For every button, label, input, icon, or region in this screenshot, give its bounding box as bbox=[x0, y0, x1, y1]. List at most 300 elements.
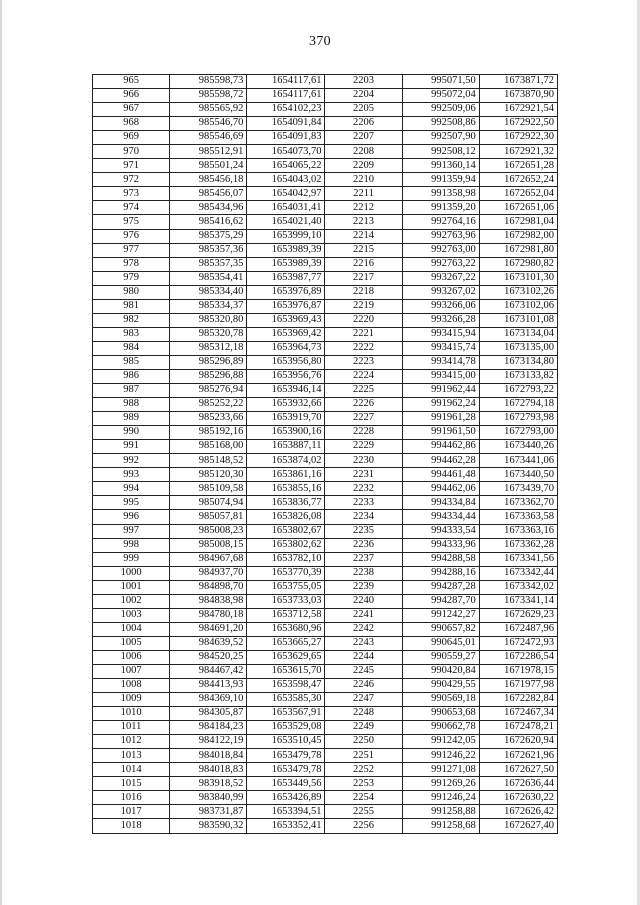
x-coordinate-left: 983840,99 bbox=[170, 791, 247, 805]
x-coordinate-left: 985057,81 bbox=[170, 510, 247, 524]
point-number-left: 1009 bbox=[93, 693, 170, 707]
y-coordinate-right: 1672478,21 bbox=[479, 721, 557, 735]
x-coordinate-right: 995072,04 bbox=[402, 89, 479, 103]
y-coordinate-left: 1653900,16 bbox=[247, 426, 325, 440]
table-row bbox=[93, 355, 558, 369]
point-number-left: 992 bbox=[93, 454, 170, 468]
x-coordinate-left: 985233,66 bbox=[170, 412, 247, 426]
x-coordinate-right: 994333,54 bbox=[402, 524, 479, 538]
y-coordinate-right: 1672922,30 bbox=[479, 131, 557, 145]
point-number-right: 2226 bbox=[325, 398, 402, 412]
point-number-right: 2204 bbox=[325, 89, 402, 103]
table-row bbox=[93, 721, 558, 735]
y-coordinate-left: 1653629,65 bbox=[247, 650, 325, 664]
x-coordinate-right: 994334,84 bbox=[402, 496, 479, 510]
y-coordinate-right: 1673440,50 bbox=[479, 468, 557, 482]
y-coordinate-right: 1673363,58 bbox=[479, 510, 557, 524]
x-coordinate-right: 990657,82 bbox=[402, 622, 479, 636]
x-coordinate-right: 992507,90 bbox=[402, 131, 479, 145]
x-coordinate-left: 985354,41 bbox=[170, 271, 247, 285]
point-number-left: 1000 bbox=[93, 566, 170, 580]
y-coordinate-left: 1653976,87 bbox=[247, 299, 325, 313]
table-row bbox=[93, 468, 558, 482]
y-coordinate-left: 1653529,08 bbox=[247, 721, 325, 735]
point-number-right: 2252 bbox=[325, 763, 402, 777]
y-coordinate-left: 1654042,97 bbox=[247, 187, 325, 201]
table-row bbox=[93, 524, 558, 538]
point-number-right: 2215 bbox=[325, 243, 402, 257]
x-coordinate-left: 985296,89 bbox=[170, 355, 247, 369]
y-coordinate-left: 1654043,02 bbox=[247, 173, 325, 187]
x-coordinate-right: 991359,94 bbox=[402, 173, 479, 187]
x-coordinate-right: 991242,05 bbox=[402, 735, 479, 749]
point-number-left: 1014 bbox=[93, 763, 170, 777]
y-coordinate-right: 1673101,30 bbox=[479, 271, 557, 285]
table-row bbox=[93, 159, 558, 173]
point-number-left: 972 bbox=[93, 173, 170, 187]
x-coordinate-left: 985074,94 bbox=[170, 496, 247, 510]
point-number-right: 2218 bbox=[325, 285, 402, 299]
point-number-left: 970 bbox=[93, 145, 170, 159]
point-number-left: 1007 bbox=[93, 664, 170, 678]
point-number-right: 2232 bbox=[325, 482, 402, 496]
y-coordinate-right: 1673102,26 bbox=[479, 285, 557, 299]
y-coordinate-left: 1653479,78 bbox=[247, 749, 325, 763]
point-number-right: 2203 bbox=[325, 75, 402, 89]
point-number-right: 2220 bbox=[325, 313, 402, 327]
x-coordinate-left: 985434,96 bbox=[170, 201, 247, 215]
y-coordinate-left: 1653680,96 bbox=[247, 622, 325, 636]
y-coordinate-right: 1673363,16 bbox=[479, 524, 557, 538]
y-coordinate-right: 1673134,04 bbox=[479, 327, 557, 341]
y-coordinate-left: 1653919,70 bbox=[247, 412, 325, 426]
y-coordinate-right: 1673101,08 bbox=[479, 313, 557, 327]
y-coordinate-right: 1672487,96 bbox=[479, 622, 557, 636]
point-number-right: 2229 bbox=[325, 440, 402, 454]
x-coordinate-right: 994462,28 bbox=[402, 454, 479, 468]
point-number-left: 996 bbox=[93, 510, 170, 524]
x-coordinate-left: 985357,35 bbox=[170, 257, 247, 271]
y-coordinate-left: 1653712,58 bbox=[247, 608, 325, 622]
point-number-right: 2225 bbox=[325, 384, 402, 398]
x-coordinate-left: 985168,00 bbox=[170, 440, 247, 454]
y-coordinate-right: 1673341,56 bbox=[479, 552, 557, 566]
point-number-right: 2222 bbox=[325, 341, 402, 355]
y-coordinate-right: 1672627,40 bbox=[479, 819, 557, 833]
y-coordinate-right: 1672981,04 bbox=[479, 215, 557, 229]
table-row bbox=[93, 299, 558, 313]
table-row bbox=[93, 622, 558, 636]
x-coordinate-left: 984780,18 bbox=[170, 608, 247, 622]
y-coordinate-left: 1654073,70 bbox=[247, 145, 325, 159]
point-number-right: 2214 bbox=[325, 229, 402, 243]
y-coordinate-left: 1653826,08 bbox=[247, 510, 325, 524]
point-number-right: 2245 bbox=[325, 664, 402, 678]
x-coordinate-left: 984184,23 bbox=[170, 721, 247, 735]
x-coordinate-left: 985252,22 bbox=[170, 398, 247, 412]
table-row bbox=[93, 201, 558, 215]
x-coordinate-right: 994288,16 bbox=[402, 566, 479, 580]
point-number-left: 976 bbox=[93, 229, 170, 243]
point-number-right: 2253 bbox=[325, 777, 402, 791]
x-coordinate-right: 991269,26 bbox=[402, 777, 479, 791]
x-coordinate-left: 985192,16 bbox=[170, 426, 247, 440]
table-row bbox=[93, 131, 558, 145]
y-coordinate-right: 1673870,90 bbox=[479, 89, 557, 103]
point-number-right: 2240 bbox=[325, 594, 402, 608]
table-row bbox=[93, 75, 558, 89]
x-coordinate-left: 985148,52 bbox=[170, 454, 247, 468]
y-coordinate-right: 1672286,54 bbox=[479, 650, 557, 664]
point-number-left: 988 bbox=[93, 398, 170, 412]
point-number-right: 2210 bbox=[325, 173, 402, 187]
point-number-right: 2221 bbox=[325, 327, 402, 341]
point-number-left: 986 bbox=[93, 369, 170, 383]
y-coordinate-right: 1673342,44 bbox=[479, 566, 557, 580]
x-coordinate-left: 984520,25 bbox=[170, 650, 247, 664]
x-coordinate-right: 993266,06 bbox=[402, 299, 479, 313]
table-row bbox=[93, 791, 558, 805]
x-coordinate-right: 993267,02 bbox=[402, 285, 479, 299]
point-number-left: 967 bbox=[93, 103, 170, 117]
scan-edge-left bbox=[0, 0, 2, 905]
point-number-right: 2233 bbox=[325, 496, 402, 510]
table-row bbox=[93, 369, 558, 383]
table-row bbox=[93, 454, 558, 468]
y-coordinate-left: 1653976,89 bbox=[247, 285, 325, 299]
x-coordinate-right: 992763,00 bbox=[402, 243, 479, 257]
y-coordinate-right: 1672981,80 bbox=[479, 243, 557, 257]
x-coordinate-right: 993415,00 bbox=[402, 369, 479, 383]
point-number-right: 2209 bbox=[325, 159, 402, 173]
point-number-right: 2237 bbox=[325, 552, 402, 566]
point-number-left: 1011 bbox=[93, 721, 170, 735]
table-row bbox=[93, 608, 558, 622]
y-coordinate-right: 1672630,22 bbox=[479, 791, 557, 805]
table-row bbox=[93, 693, 558, 707]
x-coordinate-left: 985375,29 bbox=[170, 229, 247, 243]
y-coordinate-left: 1653802,67 bbox=[247, 524, 325, 538]
point-number-right: 2234 bbox=[325, 510, 402, 524]
x-coordinate-right: 990662,78 bbox=[402, 721, 479, 735]
point-number-left: 1004 bbox=[93, 622, 170, 636]
y-coordinate-left: 1653426,89 bbox=[247, 791, 325, 805]
point-number-right: 2242 bbox=[325, 622, 402, 636]
y-coordinate-left: 1653969,42 bbox=[247, 327, 325, 341]
table-row bbox=[93, 384, 558, 398]
x-coordinate-right: 991271,08 bbox=[402, 763, 479, 777]
y-coordinate-right: 1672980,82 bbox=[479, 257, 557, 271]
point-number-right: 2239 bbox=[325, 580, 402, 594]
x-coordinate-right: 994461,48 bbox=[402, 468, 479, 482]
y-coordinate-left: 1653969,43 bbox=[247, 313, 325, 327]
y-coordinate-left: 1653567,91 bbox=[247, 707, 325, 721]
x-coordinate-right: 991246,24 bbox=[402, 791, 479, 805]
y-coordinate-left: 1653782,10 bbox=[247, 552, 325, 566]
x-coordinate-left: 985296,88 bbox=[170, 369, 247, 383]
table-row bbox=[93, 271, 558, 285]
x-coordinate-right: 991962,24 bbox=[402, 398, 479, 412]
table-row bbox=[93, 679, 558, 693]
x-coordinate-right: 994462,86 bbox=[402, 440, 479, 454]
point-number-left: 982 bbox=[93, 313, 170, 327]
table-row bbox=[93, 594, 558, 608]
point-number-left: 966 bbox=[93, 89, 170, 103]
table-row bbox=[93, 819, 558, 833]
x-coordinate-right: 990653,68 bbox=[402, 707, 479, 721]
table-row bbox=[93, 412, 558, 426]
point-number-right: 2248 bbox=[325, 707, 402, 721]
y-coordinate-left: 1653770,39 bbox=[247, 566, 325, 580]
x-coordinate-left: 985320,78 bbox=[170, 327, 247, 341]
point-number-right: 2236 bbox=[325, 538, 402, 552]
y-coordinate-left: 1653956,76 bbox=[247, 369, 325, 383]
x-coordinate-left: 985008,15 bbox=[170, 538, 247, 552]
y-coordinate-left: 1654091,84 bbox=[247, 117, 325, 131]
x-coordinate-right: 994333,96 bbox=[402, 538, 479, 552]
table-row bbox=[93, 341, 558, 355]
x-coordinate-right: 994462,06 bbox=[402, 482, 479, 496]
y-coordinate-right: 1673440,26 bbox=[479, 440, 557, 454]
point-number-left: 989 bbox=[93, 412, 170, 426]
x-coordinate-left: 984898,70 bbox=[170, 580, 247, 594]
point-number-right: 2238 bbox=[325, 566, 402, 580]
y-coordinate-right: 1672627,50 bbox=[479, 763, 557, 777]
y-coordinate-right: 1672652,04 bbox=[479, 187, 557, 201]
y-coordinate-left: 1653989,39 bbox=[247, 257, 325, 271]
y-coordinate-right: 1672921,32 bbox=[479, 145, 557, 159]
table-row bbox=[93, 426, 558, 440]
y-coordinate-left: 1654021,40 bbox=[247, 215, 325, 229]
y-coordinate-left: 1654031,41 bbox=[247, 201, 325, 215]
x-coordinate-left: 984369,10 bbox=[170, 693, 247, 707]
x-coordinate-right: 993415,74 bbox=[402, 341, 479, 355]
point-number-left: 981 bbox=[93, 299, 170, 313]
point-number-right: 2206 bbox=[325, 117, 402, 131]
point-number-left: 974 bbox=[93, 201, 170, 215]
x-coordinate-right: 991961,50 bbox=[402, 426, 479, 440]
y-coordinate-left: 1653836,77 bbox=[247, 496, 325, 510]
point-number-right: 2249 bbox=[325, 721, 402, 735]
point-number-left: 998 bbox=[93, 538, 170, 552]
x-coordinate-left: 985312,18 bbox=[170, 341, 247, 355]
x-coordinate-left: 984305,87 bbox=[170, 707, 247, 721]
table-row bbox=[93, 398, 558, 412]
point-number-right: 2231 bbox=[325, 468, 402, 482]
point-number-left: 987 bbox=[93, 384, 170, 398]
y-coordinate-left: 1653989,39 bbox=[247, 243, 325, 257]
y-coordinate-right: 1673871,72 bbox=[479, 75, 557, 89]
y-coordinate-left: 1653874,02 bbox=[247, 454, 325, 468]
point-number-left: 971 bbox=[93, 159, 170, 173]
table-row bbox=[93, 749, 558, 763]
point-number-left: 979 bbox=[93, 271, 170, 285]
y-coordinate-right: 1672626,42 bbox=[479, 805, 557, 819]
point-number-right: 2235 bbox=[325, 524, 402, 538]
point-number-right: 2243 bbox=[325, 636, 402, 650]
y-coordinate-left: 1653861,16 bbox=[247, 468, 325, 482]
y-coordinate-right: 1672629,23 bbox=[479, 608, 557, 622]
point-number-right: 2255 bbox=[325, 805, 402, 819]
x-coordinate-left: 985008,23 bbox=[170, 524, 247, 538]
point-number-right: 2216 bbox=[325, 257, 402, 271]
y-coordinate-right: 1672636,44 bbox=[479, 777, 557, 791]
y-coordinate-right: 1672651,06 bbox=[479, 201, 557, 215]
x-coordinate-left: 985456,18 bbox=[170, 173, 247, 187]
y-coordinate-right: 1673362,70 bbox=[479, 496, 557, 510]
y-coordinate-right: 1672620,94 bbox=[479, 735, 557, 749]
table-row bbox=[93, 566, 558, 580]
y-coordinate-right: 1673439,70 bbox=[479, 482, 557, 496]
point-number-left: 968 bbox=[93, 117, 170, 131]
x-coordinate-right: 993414,78 bbox=[402, 355, 479, 369]
point-number-right: 2244 bbox=[325, 650, 402, 664]
coordinates-table bbox=[92, 74, 558, 834]
x-coordinate-right: 992509,06 bbox=[402, 103, 479, 117]
y-coordinate-left: 1653946,14 bbox=[247, 384, 325, 398]
y-coordinate-left: 1653999,10 bbox=[247, 229, 325, 243]
point-number-left: 1001 bbox=[93, 580, 170, 594]
table-row bbox=[93, 636, 558, 650]
point-number-left: 980 bbox=[93, 285, 170, 299]
point-number-left: 985 bbox=[93, 355, 170, 369]
y-coordinate-left: 1653479,78 bbox=[247, 763, 325, 777]
point-number-left: 999 bbox=[93, 552, 170, 566]
y-coordinate-right: 1672282,84 bbox=[479, 693, 557, 707]
point-number-left: 1005 bbox=[93, 636, 170, 650]
x-coordinate-left: 985109,58 bbox=[170, 482, 247, 496]
point-number-left: 1012 bbox=[93, 735, 170, 749]
point-number-left: 1017 bbox=[93, 805, 170, 819]
table-row bbox=[93, 313, 558, 327]
x-coordinate-right: 993266,28 bbox=[402, 313, 479, 327]
x-coordinate-right: 994334,44 bbox=[402, 510, 479, 524]
y-coordinate-left: 1653755,05 bbox=[247, 580, 325, 594]
point-number-right: 2211 bbox=[325, 187, 402, 201]
y-coordinate-right: 1673341,14 bbox=[479, 594, 557, 608]
x-coordinate-left: 985456,07 bbox=[170, 187, 247, 201]
x-coordinate-right: 991360,14 bbox=[402, 159, 479, 173]
point-number-right: 2227 bbox=[325, 412, 402, 426]
x-coordinate-right: 991242,27 bbox=[402, 608, 479, 622]
table-row bbox=[93, 103, 558, 117]
y-coordinate-right: 1672652,24 bbox=[479, 173, 557, 187]
x-coordinate-right: 993267,22 bbox=[402, 271, 479, 285]
table-row bbox=[93, 805, 558, 819]
y-coordinate-left: 1653598,47 bbox=[247, 679, 325, 693]
table-row bbox=[93, 187, 558, 201]
x-coordinate-left: 985320,80 bbox=[170, 313, 247, 327]
y-coordinate-left: 1653615,70 bbox=[247, 664, 325, 678]
table-row bbox=[93, 482, 558, 496]
point-number-left: 1010 bbox=[93, 707, 170, 721]
x-coordinate-left: 985598,73 bbox=[170, 75, 247, 89]
table-row bbox=[93, 89, 558, 103]
table-row bbox=[93, 510, 558, 524]
point-number-left: 977 bbox=[93, 243, 170, 257]
y-coordinate-right: 1673441,06 bbox=[479, 454, 557, 468]
x-coordinate-left: 985276,94 bbox=[170, 384, 247, 398]
x-coordinate-left: 983590,32 bbox=[170, 819, 247, 833]
y-coordinate-right: 1672793,98 bbox=[479, 412, 557, 426]
y-coordinate-left: 1653665,27 bbox=[247, 636, 325, 650]
x-coordinate-right: 994287,70 bbox=[402, 594, 479, 608]
y-coordinate-right: 1672467,34 bbox=[479, 707, 557, 721]
table-row bbox=[93, 145, 558, 159]
point-number-right: 2212 bbox=[325, 201, 402, 215]
x-coordinate-left: 983731,87 bbox=[170, 805, 247, 819]
point-number-right: 2205 bbox=[325, 103, 402, 117]
point-number-left: 978 bbox=[93, 257, 170, 271]
y-coordinate-right: 1671978,15 bbox=[479, 664, 557, 678]
point-number-left: 983 bbox=[93, 327, 170, 341]
y-coordinate-left: 1653964,73 bbox=[247, 341, 325, 355]
y-coordinate-left: 1654117,61 bbox=[247, 89, 325, 103]
page-number: 370 bbox=[309, 34, 331, 49]
y-coordinate-left: 1653510,45 bbox=[247, 735, 325, 749]
point-number-left: 1003 bbox=[93, 608, 170, 622]
y-coordinate-left: 1654065,22 bbox=[247, 159, 325, 173]
point-number-right: 2207 bbox=[325, 131, 402, 145]
point-number-right: 2246 bbox=[325, 679, 402, 693]
table-row bbox=[93, 580, 558, 594]
point-number-right: 2230 bbox=[325, 454, 402, 468]
y-coordinate-left: 1653394,51 bbox=[247, 805, 325, 819]
x-coordinate-right: 991358,98 bbox=[402, 187, 479, 201]
x-coordinate-left: 984122,19 bbox=[170, 735, 247, 749]
point-number-right: 2217 bbox=[325, 271, 402, 285]
x-coordinate-left: 985546,70 bbox=[170, 117, 247, 131]
point-number-right: 2228 bbox=[325, 426, 402, 440]
table-row bbox=[93, 763, 558, 777]
x-coordinate-left: 985334,40 bbox=[170, 285, 247, 299]
y-coordinate-left: 1653855,16 bbox=[247, 482, 325, 496]
x-coordinate-right: 991246,22 bbox=[402, 749, 479, 763]
point-number-right: 2250 bbox=[325, 735, 402, 749]
point-number-right: 2251 bbox=[325, 749, 402, 763]
x-coordinate-left: 984413,93 bbox=[170, 679, 247, 693]
point-number-left: 1008 bbox=[93, 679, 170, 693]
x-coordinate-right: 993415,94 bbox=[402, 327, 479, 341]
x-coordinate-left: 984018,83 bbox=[170, 763, 247, 777]
table-row bbox=[93, 707, 558, 721]
table-row bbox=[93, 229, 558, 243]
x-coordinate-right: 990429,55 bbox=[402, 679, 479, 693]
table-row bbox=[93, 538, 558, 552]
y-coordinate-left: 1653956,80 bbox=[247, 355, 325, 369]
x-coordinate-left: 984018,84 bbox=[170, 749, 247, 763]
x-coordinate-right: 990645,01 bbox=[402, 636, 479, 650]
y-coordinate-right: 1673362,28 bbox=[479, 538, 557, 552]
y-coordinate-left: 1653932,66 bbox=[247, 398, 325, 412]
x-coordinate-left: 984967,68 bbox=[170, 552, 247, 566]
y-coordinate-left: 1653887,11 bbox=[247, 440, 325, 454]
y-coordinate-left: 1654117,61 bbox=[247, 75, 325, 89]
x-coordinate-right: 992763,22 bbox=[402, 257, 479, 271]
x-coordinate-left: 985334,37 bbox=[170, 299, 247, 313]
point-number-right: 2241 bbox=[325, 608, 402, 622]
point-number-right: 2213 bbox=[325, 215, 402, 229]
y-coordinate-right: 1673102,06 bbox=[479, 299, 557, 313]
table-row bbox=[93, 735, 558, 749]
table-row bbox=[93, 650, 558, 664]
point-number-left: 969 bbox=[93, 131, 170, 145]
x-coordinate-right: 994287,28 bbox=[402, 580, 479, 594]
x-coordinate-right: 991962,44 bbox=[402, 384, 479, 398]
x-coordinate-right: 992508,12 bbox=[402, 145, 479, 159]
y-coordinate-right: 1672922,50 bbox=[479, 117, 557, 131]
x-coordinate-left: 985357,36 bbox=[170, 243, 247, 257]
